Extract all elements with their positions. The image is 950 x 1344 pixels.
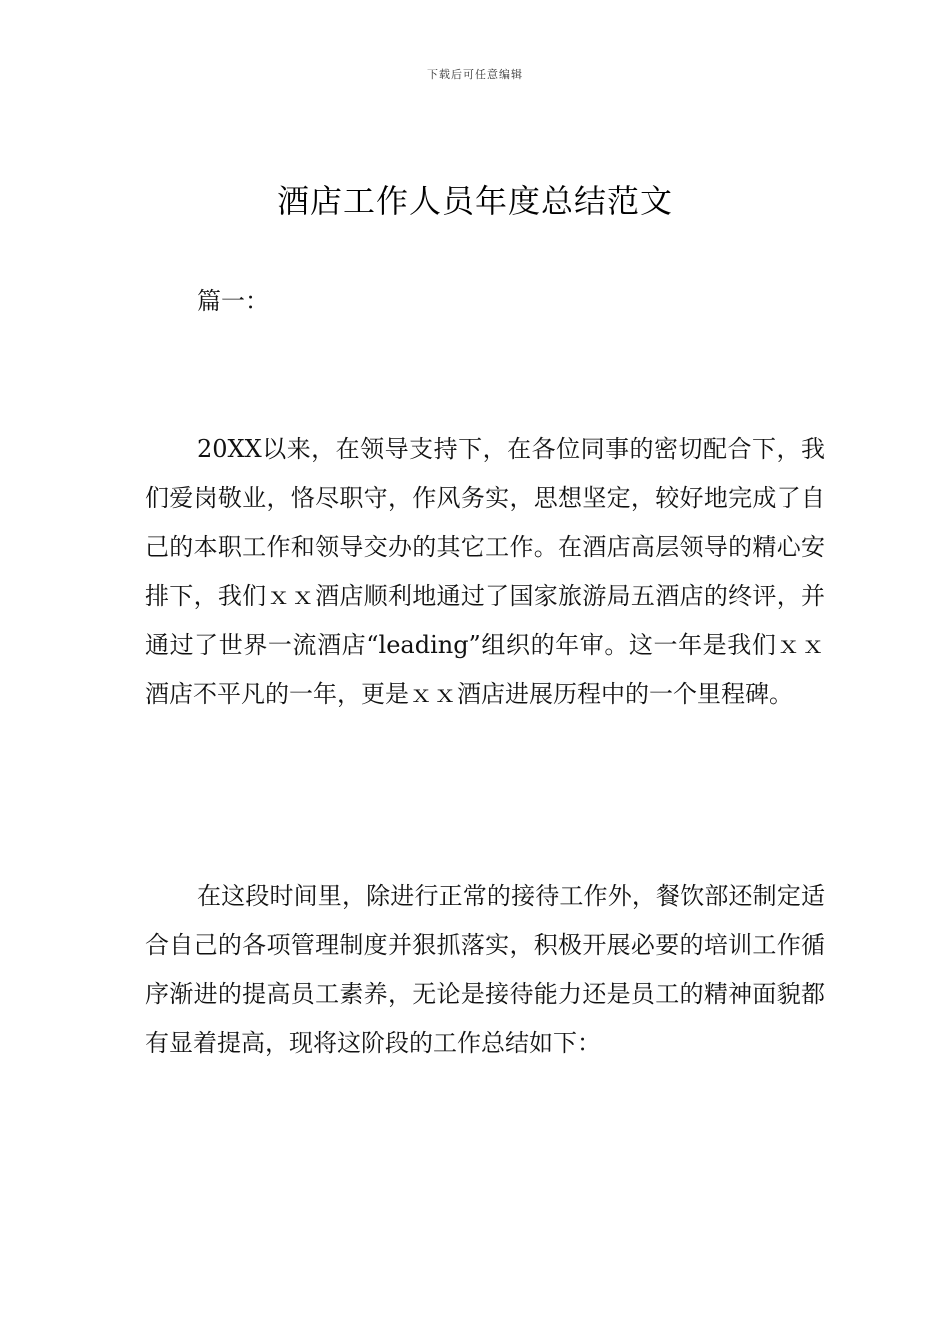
section-label: 篇一： xyxy=(197,287,269,315)
body-paragraph: 在这段时间里，除进行正常的接待工作外，餐饮部还制定适合自己的各项管理制度并狠抓落实，积极开展必要的培训工作循序渐进的提高员工素养，无论是接待能力还是员工的精神面貌都有显着提高，现将这阶段的工作总结如下： xyxy=(145,882,825,1057)
document-title: 酒店工作人员年度总结范文 xyxy=(276,182,673,220)
header-note: 下载后可任意编辑 xyxy=(427,68,523,81)
body-paragraph: 20XX以来，在领导支持下，在各位同事的密切配合下，我们爱岗敬业，恪尽职守，作风务实，思想坚定，较好地完成了自己的本职工作和领导交办的其它工作。在酒店高层领导的精心安排下，我们ｘｘ酒店顺利地通过了国家旅游局五酒店的终评，并通过了世界一流酒店“leading”组织的年审。这一年是我们ｘｘ酒店不平凡的一年，更是ｘｘ酒店进展历程中的一个里程碑。 xyxy=(145,435,825,708)
